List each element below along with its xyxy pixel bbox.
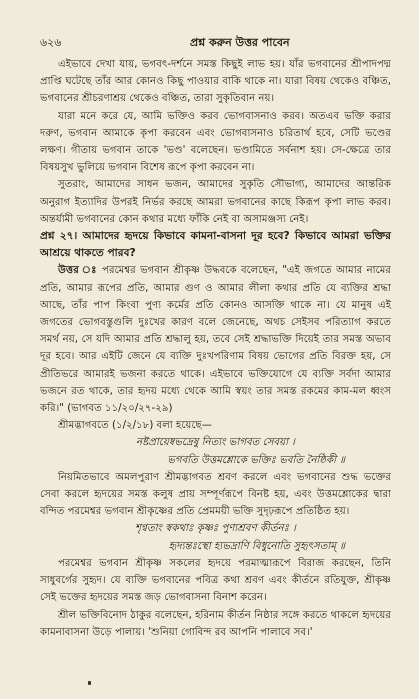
ink-speck [88,681,91,685]
paragraph: শ্রীল ভক্তিবিনোদ ঠাকুর বলেছেন, হরিনাম কীর্তন নিষ্ঠার সঙ্গে করতে থাকলে হৃদয়ের কামনাবাসনা উড়ে পালায়। 'শুনিয়া গোবিন্দ রব আপনি পালাবে সব।' [40,609,391,638]
paragraph: সুতরাং, আমাদের সাধন ভজন, আমাদের সুকৃতি সৌভাগ্য, আমাদের আন্তরিক অনুরাগ ইত্যাদির উপরই নির্ভর করছে আমরা ভগবানের কাছে কিরূপ কৃপা লাভ করব। অন্তর্যামী ভগবানের কোন কথার মধ্যে ফাঁকি নেই বা অসামঞ্জস্য নেই। [40,179,391,225]
answer-text: পরমেশ্বর ভগবান শ্রীকৃষ্ণ উদ্ধবকে বলেছেন, "এই জগতে আমার নামের প্রতি, আমার রূপের প্রতি, আমার গুণ ও আমার লীলা কথার প্রতি যে ব্যক্তির শ্রদ্ধা আছে, তাঁর পাপ কিংবা পুণ্য কর্মের প্রতি কোনও আসক্তি থাকে না। যে মানুষ এই জগতের ভোগবস্তুগুলি দুঃখের কারণ বলে জেনেছে, অথচ সেইসব পরিত্যাগ করতে সমর্থ নয়, সে যদি আমার প্রতি শ্রদ্ধালু হয়, তবে সেই শ্রদ্ধাভক্তি দিয়েই তার সমস্ত অভাব দূর হবে। আর এইটি জেনে যে ব্যক্তি দুঃখপরিণাম বিষয় ভোগের প্রতি বিরক্ত হয়, সে প্রীতিভরে আমারই ভজনা করতে থাকে। এইভাবে ভক্তিযোগে যে ব্যক্তি সর্বদা আমার ভজনে রত থাকে, তার হৃদয় মধ্যে থেকে আমি স্বয়ং তার সমস্ত রকমের কাম-মল ধ্বংস করি।" (ভাগবত ১১/২০/২৭-২৯) [40,265,391,415]
question-heading: প্রশ্ন ২৭। আমাদের হৃদয়ে কিভাবে কামনা-বাসনা দূর হবে? কিভাবে আমরা ভক্তির আশ্রয়ে থাকতে পারব? [40,230,391,260]
answer-paragraph [40,262,391,417]
paragraph: যারা মনে করে যে, আমি ভক্তিও করব ভোগবাসনাও করব। অতএব ভক্তি করার দরুণ, ভগবান আমাকে কৃপা করবেন এবং ভোগবাসনাও চরিতার্থ হবে, সেটি ভণ্ডের লক্ষণ। গীতায় ভগবান তাকে 'ভণ্ড' বলেছেন। ভণ্ডামিতে সর্বনাশ হয়। সে-ক্ষেত্রে তার বিষয়সুখ ভুলিয়ে ভগবান বিশেষ রূপে কৃপা করবেন না। [40,110,391,174]
verse-line: হৃদ্যন্তঃস্থো হ্যভদ্রাণি বিধুনোতি সুহৃৎসতাম্ ॥ [168,540,345,552]
page-number: ৬২৬ [40,36,62,49]
answer-label: উত্তর ঃ [58,265,98,277]
quote-intro: শ্রীমদ্ভাগবতে (১/২/১৮) বলা হয়েছে— [58,420,212,432]
verse-line: শৃণ্বতাং স্বকথাঃ কৃষ্ণঃ পুণ্যশ্রবণ কীর্তনঃ । [135,523,296,535]
verse-line: ভগবতি উত্তমশ্লোকে ভক্তিঃ ভবতি নৈষ্ঠিকী ॥ [167,454,345,466]
verse-line: নষ্টপ্রায়েষ্বভদ্রেষু নিত্যং ভাগবত সেবয়া । [136,437,295,449]
paragraph: নিয়মিতভাবে অমলপুরাণ শ্রীমদ্ভাগবত শ্রবণ করলে এবং ভগবানের শুদ্ধ ভক্তের সেবা করলে হৃদয়ের সমস্ত কলুষ প্রায় সম্পূর্ণরূপে বিনষ্ট হয়, এবং উত্তমশ্লোকের দ্বারা বন্দিত পরমেশ্বর ভগবান শ্রীকৃষ্ণের প্রতি প্রেমময়ী ভক্তি সুদৃঢ়রূপে প্রতিষ্ঠিত হয়। [40,471,391,518]
running-title: প্রশ্ন করুন উত্তর পাবেন [190,36,290,49]
page-body [40,56,391,641]
page-header [40,34,391,56]
paragraph: পরমেশ্বর ভগবান শ্রীকৃষ্ণ সকলের হৃদয়ে পরমাত্মারূপে বিরাজ করছেন, তিনি সাধুবর্গের সুহৃদ। যে ব্যক্তি ভগবানের পবিত্র কথা শ্রবণ এবং কীর্তনে রতিযুক্ত, শ্রীকৃষ্ণ সেই ভক্তের হৃদয়ের সমস্ত জড় ভোগবাসনা বিনাশ করেন। [40,557,391,604]
paragraph: এইভাবে দেখা যায়, ভগবৎ-দর্শনে সমস্ত কিছুই লাভ হয়। যাঁর ভগবানের শ্রীপাদপদ্ম প্রাপ্তি ঘটেছে তাঁর আর কোনও কিছু পাওয়ার বাকি থাকে না। যারা বিষয় থেকেও বঞ্চিত, ভগবানের শ্রীচরণাশ্রয় থেকেও বঞ্চিত, তারা সুকৃতিবান নয়। [40,59,391,105]
